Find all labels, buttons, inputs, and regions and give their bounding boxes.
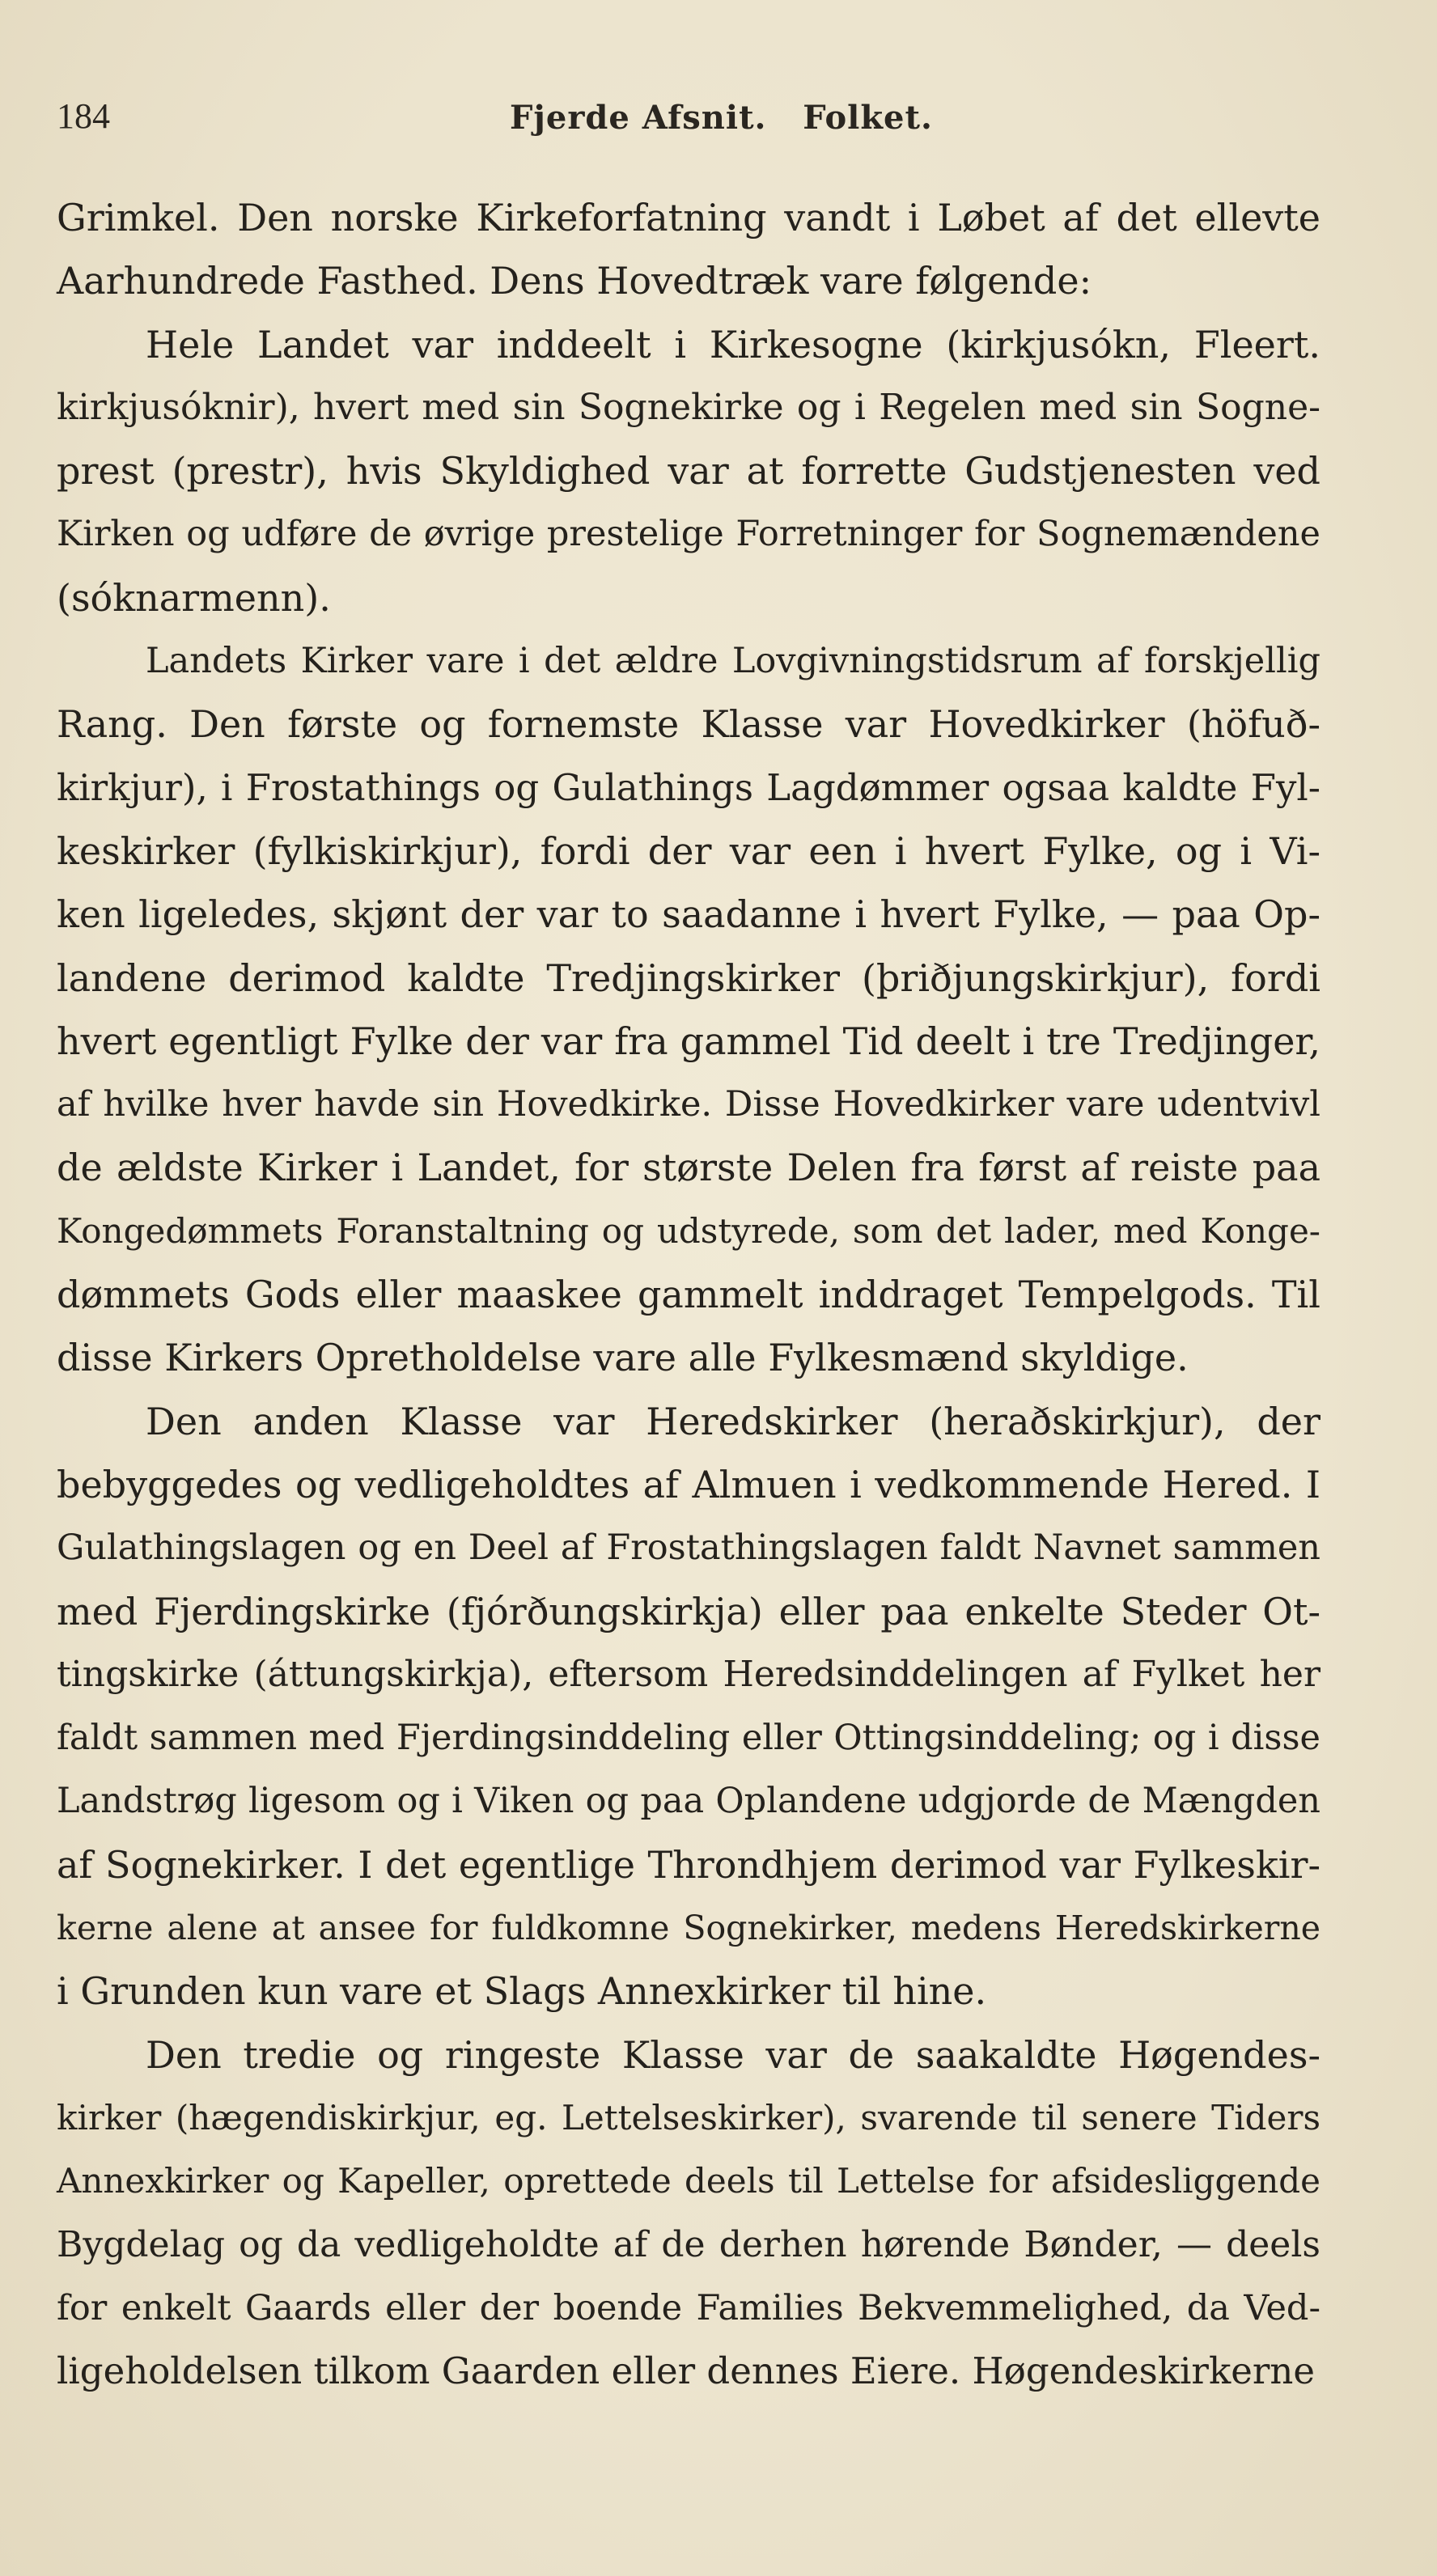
text-line: Gulathingslagen og en Deel af Frostathingslagen faldt Navnet sammen: [57, 1527, 1320, 1569]
text-line: Bygdelag og da vedligeholdte af de derhen hørende Bønder, — deels: [57, 2223, 1320, 2265]
text-line: med Fjerdingskirke (fjórðungskirkja) eller paa enkelte Steder Ot-: [57, 1589, 1320, 1633]
running-title: Fjerde Afsnit. Folket.: [510, 99, 933, 137]
paragraph: [57, 1390, 1320, 2023]
text-line: kirkjur), i Frostathings og Gulathings Lagdømmer ogsaa kaldte Fyl-: [57, 765, 1320, 809]
text-line: keskirker (fylkiskirkjur), fordi der var een i hvert Fylke, og i Vi-: [57, 828, 1320, 873]
running-head: [57, 95, 1324, 152]
text-line: Kongedømmets Foranstaltning og udstyrede, som det lader, med Konge-: [57, 1210, 1320, 1251]
text-line: (sóknarmenn).: [57, 575, 331, 620]
text-line: Grimkel. Den norske Kirkeforfatning vandt i Løbet af det ellevte: [57, 196, 1320, 239]
text-line: Rang. Den første og fornemste Klasse var Hovedkirker (höfuð-: [57, 702, 1320, 747]
text-line: af hvilke hver havde sin Hovedkirke. Disse Hovedkirker vare udentvivl: [57, 1084, 1320, 1125]
text-line: faldt sammen med Fjerdingsinddeling eller Ottingsinddeling; og i disse: [57, 1718, 1320, 1759]
page-number: 184: [57, 96, 110, 136]
text-line: Landstrøg ligesom og i Viken og paa Oplandene udgjorde de Mængden: [57, 1781, 1320, 1822]
text-line: de ældste Kirker i Landet, for største Delen fra først af reiste paa: [57, 1146, 1320, 1190]
text-line: af Sognekirker. I det egentlige Throndhjem derimod var Fylkeskir-: [57, 1842, 1320, 1887]
text-line: Den tredie og ringeste Klasse var de saakaldte Høgendes-: [146, 2032, 1320, 2077]
text-line: prest (prestr), hvis Skyldighed var at forrette Gudstjenesten ved: [57, 449, 1320, 494]
body-text: [57, 186, 1320, 2403]
text-line: Aarhundrede Fasthed. Dens Hovedtræk vare følgende:: [57, 259, 1092, 303]
text-line: Landets Kirker vare i det ældre Lovgivningstidsrum af forskjellig: [146, 641, 1320, 682]
paragraph: [57, 2023, 1320, 2404]
text-line: kirkjusóknir), hvert med sin Sognekirke og i Regelen med sin Sogne-: [57, 386, 1320, 428]
text-line: kerne alene at ansee for fuldkomne Sognekirker, medens Heredskirkerne: [57, 1909, 1320, 1948]
paragraph: [57, 186, 1320, 313]
text-line: hvert egentligt Fylke der var fra gammel Tid deelt i tre Tredjinger,: [57, 1019, 1320, 1063]
text-line: disse Kirkers Opretholdelse vare alle Fylkesmænd skyldige.: [57, 1336, 1189, 1380]
text-line: Kirken og udføre de øvrige prestelige Forretninger for Sognemændene: [57, 514, 1320, 555]
text-line: bebyggedes og vedligeholdtes af Almuen i vedkommende Hered. I: [57, 1462, 1320, 1506]
text-line: dømmets Gods eller maaskee gammelt inddraget Tempelgods. Til: [57, 1273, 1320, 1317]
paragraph: [57, 629, 1320, 1390]
text-line: Den anden Klasse var Heredskirker (heraðskirkjur), der: [146, 1399, 1320, 1443]
text-line: Annexkirker og Kapeller, oprettede deels til Lettelse for afsidesliggende: [57, 2161, 1320, 2201]
text-line: ligeholdelsen tilkom Gaarden eller dennes Eiere. Høgendeskirkerne: [57, 2349, 1315, 2393]
text-line: ken ligeledes, skjønt der var to saadanne i hvert Fylke, — paa Op-: [57, 892, 1320, 937]
text-line: Hele Landet var inddeelt i Kirkesogne (kirkjusókn, Fleert.: [146, 322, 1320, 366]
text-line: landene derimod kaldte Tredjingskirker (þriðjungskirkjur), fordi: [57, 955, 1320, 1000]
text-line: kirker (hægendiskirkjur, eg. Lettelseskirker), svarende til senere Tiders: [57, 2097, 1320, 2137]
text-line: tingskirke (áttungskirkja), eftersom Heredsinddelingen af Fylket her: [57, 1653, 1320, 1695]
text-line: for enkelt Gaards eller der boende Families Bekvemmelighed, da Ved-: [57, 2287, 1320, 2328]
text-line: i Grunden kun vare et Slags Annexkirker til hine.: [57, 1969, 987, 2014]
paragraph: [57, 313, 1320, 629]
